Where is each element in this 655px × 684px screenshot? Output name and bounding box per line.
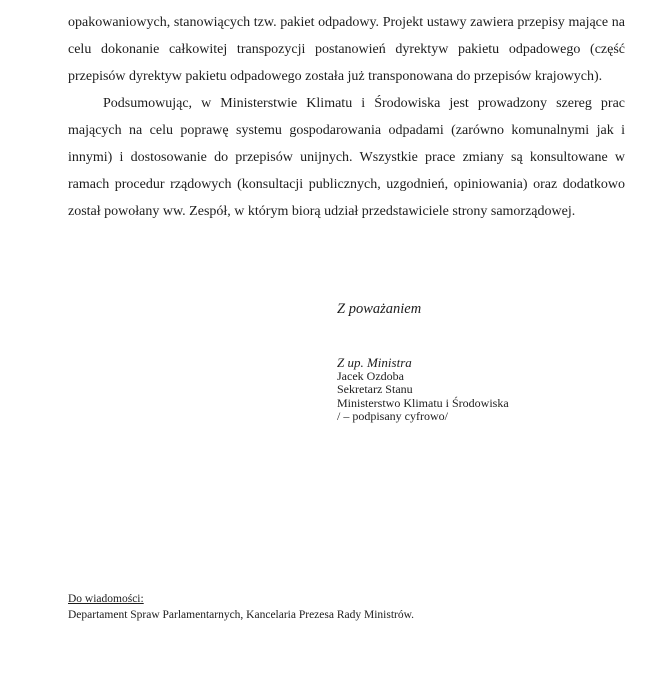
cc-recipient: Departament Spraw Parlamentarnych, Kancelaria Prezesa Rady Ministrów.: [68, 608, 415, 621]
paragraph: Podsumowując, w Ministerstwie Klimatu i Środowiska jest prowadzony szereg prac mających na celu poprawę systemu gospodarowania odpadami (zarówno komunalnymi jak i innymi) i dostosowanie do przepisów unijnych. Wszystkie prace zmiany są konsultowane w ramach procedur rządowych (konsultacji publicznych, uzgodnień, opiniowania) oraz dodatkowo został powołany ww. Zespół, w którym biorą udział przedstawiciele strony samorządowej.: [68, 96, 625, 219]
cc-heading: Do wiadomości:: [68, 593, 144, 605]
closing-phrase: Z poważaniem: [337, 301, 422, 317]
paragraph: opakowaniowych, stanowiących tzw. pakiet odpadowy. Projekt ustawy zawiera przepisy mające na celu dokonanie całkowitej transpozycji postanowień dyrektyw pakietu odpadowego (część przepisów dyrektyw pakietu odpadowego została już transponowana do przepisów krajowych).: [68, 15, 625, 84]
signature-title: Sekretarz Stanu: [337, 382, 413, 396]
signature-block: [337, 356, 509, 424]
letter-body: [68, 9, 625, 225]
signature-name: Jacek Ozdoba: [337, 368, 404, 383]
signature-digital-note: / – podpisany cyfrowo/: [337, 409, 448, 423]
cc-block: [68, 592, 414, 623]
signature-authority: Z up. Ministra: [337, 355, 412, 370]
signature-organization: Ministerstwo Klimatu i Środowiska: [337, 395, 509, 410]
